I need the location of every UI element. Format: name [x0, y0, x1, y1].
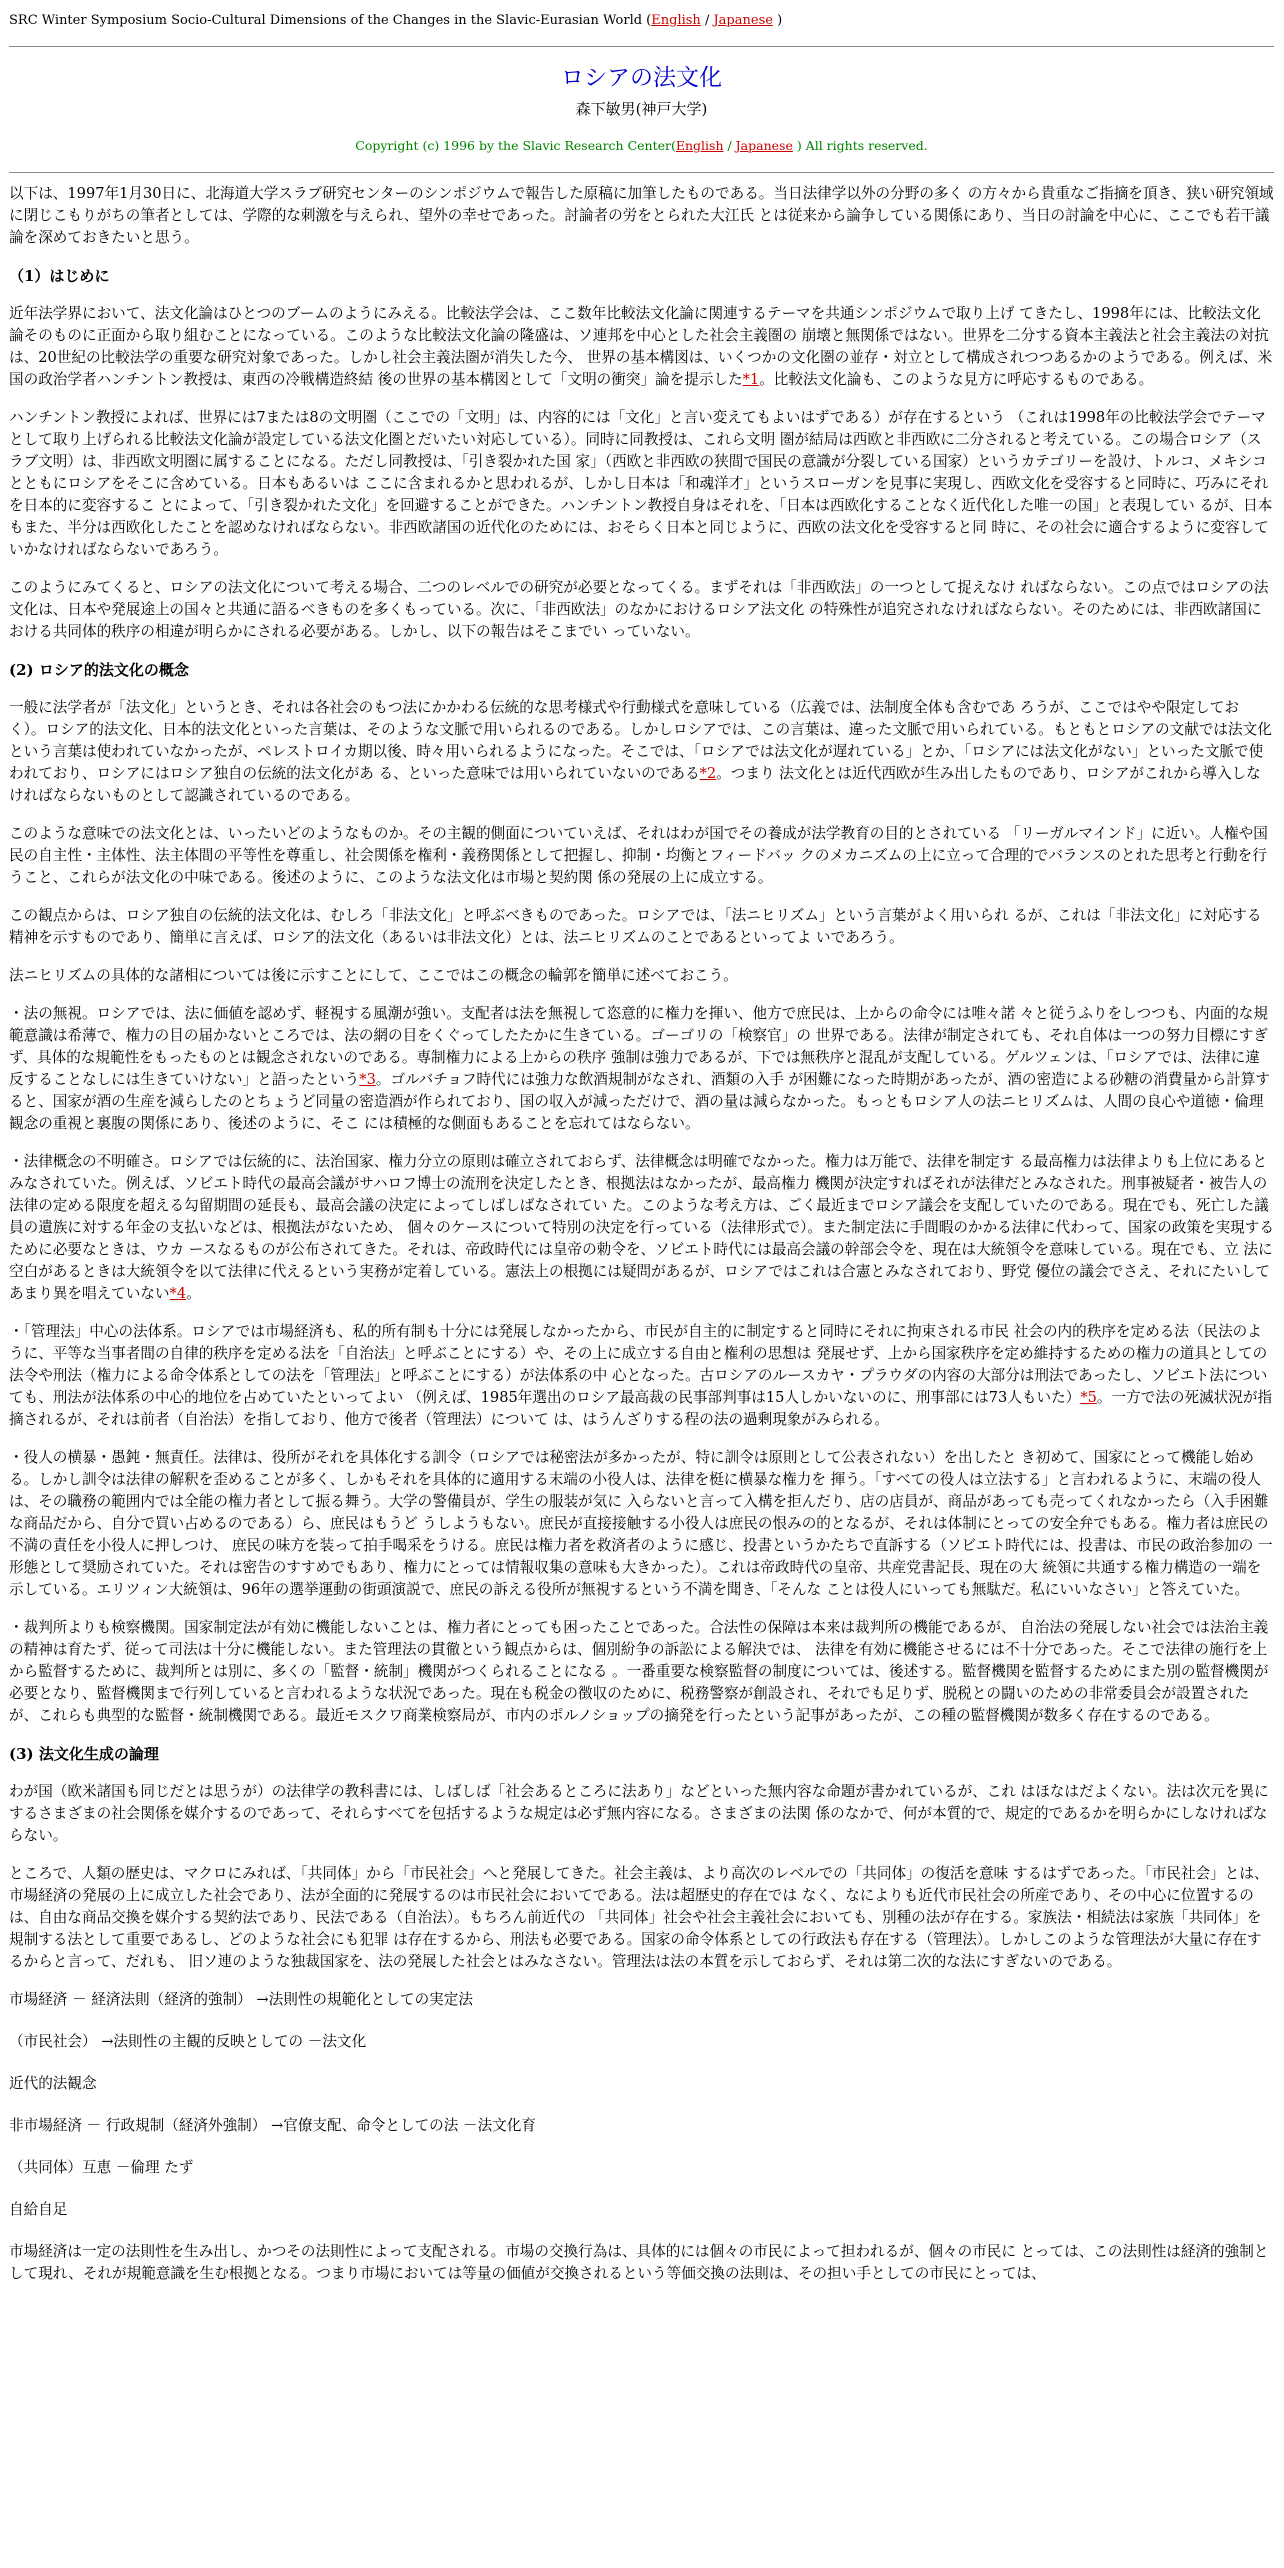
paragraph-text-continued: 。つまり 法文化とは近代西欧が生み出したものであり、ロシアがこれから導入しなければならないものとして認識されているのである。 [9, 765, 1261, 804]
paragraph-text-continued: 。比較法文化論も、このような見方に呼応するものである。 [759, 371, 1154, 388]
paragraph-text: ・役人の横暴・愚鈍・無責任。法律は、役所がそれを具体化する訓令（ロシアでは秘密法が多かったが、特に訓令は原則として公表されない）を出したと き初めて、国家にとって機能し始める。しかし訓令は法律の解釈を歪めることが多く、しかもそれを具体的に適用する末端の小役人は、法律を梃に横暴な権力を 揮う。「すべての役人は立法する」と言われるように、末端の役人は、その職務の範囲内では全能の権力者として振る舞う。大学の警備員が、学生の服装が気に 入らないと言って入構を拒んだり、店の店員が、商品があっても売ってくれなかったら（入手困難な商品だから、自分で買い占めるのである）ら、庶民はもうど うしようもない。庶民が直接接触する小役人は庶民の恨みの的となるが、それは体制にとっての安全弁でもある。権力者は庶民の不満の責任を小役人に押しつけ、 庶民の味方を装って拍手喝采をうける。庶民は権力者を救済者のように感じ、投書というかたちで直訴する（ソビエト時代には、投書は、市民の政治参加の 一形態として奨励されていた。それは密告のすすめでもあり、権力にとっては情報収集の意味も大きかった）。これは帝政時代の皇帝、共産党書記長、現在の大 統領に共通する権力構造の一端を示している。エリツィン大統領は、96年の選挙運動の街頭演説で、庶民の訴える役所が無視するという不満を聞き、「そんな ことは役人にいっても無駄だ。私にいいなさい」と答えていた。 [9, 1449, 1273, 1598]
author-line: 森下敏男(神戸大学) [575, 100, 708, 118]
scheme-line: 市場経済 － 経済法則（経済的強制） →法則性の規範化としての実定法 [9, 1991, 473, 2008]
body-paragraph [9, 965, 1274, 987]
footnote-link[interactable]: *5 [1080, 1389, 1097, 1406]
body-paragraph [9, 697, 1274, 807]
body-paragraph [9, 1321, 1274, 1431]
scheme-line: （共同体）互恵 －倫理 たず [9, 2159, 194, 2176]
paragraph-text: ・裁判所よりも検察機関。国家制定法が有効に機能しないことは、権力者にとっても困ったことであった。合法性の保障は本来は裁判所の機能であるが、 自治法の発展しない社会では法治主義の精神は育たず、従って司法は十分に機能しない。また管理法の貫徹という観点からは、個別紛争の訴訟による解決では、 法律を有効に機能させるには不十分であった。そこで法律の施行を上から監督するために、裁判所とは別に、多くの「監督・統制」機関がつくられることになる 。一番重要な検察監督の制度については、後述する。監督機関を監督するためにまた別の監督機関が必要となり、監督機関まで行列していると言われるような状況であった。現在も税金の徴収のために、税務警察が創設され、それでも足りず、脱税との闘いのための非常委員会が設置されたが、これらも典型的な監督・統制機関である。最近モスクワ商業検察局が、市内のポルノショップの摘発を行ったという記事があったが、この種の監督機関が数多く存在するのである。 [9, 1619, 1269, 1724]
section-heading: (3) 法文化生成の論理 [9, 1745, 159, 1763]
body-paragraph [9, 407, 1274, 561]
body-paragraph [9, 1151, 1274, 1305]
copyright-line [9, 137, 1274, 155]
body-paragraph [9, 1447, 1274, 1601]
paragraph-text: ・法の無視。ロシアでは、法に価値を認めず、軽視する風潮が強い。支配者は法を無視して恣意的に権力を揮い、他方で庶民は、上からの命令には唯々諾 々と従うふりをしつつも、内面的な規範意識は希薄で、権力の目の届かないところでは、法の網の目をくぐってしたたかに生きている。ゴーゴリの「検察官」の 世界である。法律が制定されても、それ自体は一つの努力目標にすぎず、具体的な規範性をもったものとは観念されないのである。専制権力による上からの秩序 強制は強力であるが、下では無秩序と混乱が支配している。ゲルツェンは、「ロシアでは、法律に違反することなしには生きていけない」と語ったという [9, 1005, 1268, 1088]
body-paragraph [9, 905, 1274, 949]
copyright-english-link[interactable]: English [675, 138, 724, 153]
copyright-suffix: ) All rights reserved. [792, 138, 928, 153]
scheme-line: 自給自足 [9, 2201, 68, 2218]
scheme-line: 近代的法観念 [9, 2075, 97, 2092]
header-text: SRC Winter Symposium Socio-Cultural Dimensions of the Changes in the Slavic-Eurasian World ( [9, 13, 652, 28]
body-paragraph [9, 1617, 1274, 1727]
header-separator: / [700, 13, 714, 28]
body-paragraph [9, 1781, 1274, 1847]
paragraph-text-continued: 。一方で法の死滅状況が指摘されるが、それは前者（自治法）を指しており、他方で後者（管理法）について は、はうんざりする程の法の過剰現象がみられる。 [9, 1389, 1273, 1428]
top-divider [9, 46, 1274, 47]
paragraph-text: このような意味での法文化とは、いったいどのようなものか。その主観的側面についていえば、それはわが国でその養成が法学教育の目的とされている 「リーガルマインド」に近い。人権や国民の自主性・主体性、法主体間の平等性を尊重し、社会関係を権利・義務関係として把握し、抑制・均衡とフィードバッ クのメカニズムの上に立って合理的でバランスのとれた思考と行動を行うこと、これらが法文化の中味である。後述のように、このような法文化は市場と契約関 係の発展の上に成立する。 [9, 825, 1268, 886]
paragraph-text: わが国（欧米諸国も同じだとは思うが）の法律学の教科書には、しばしば「社会あるところに法あり」などといった無内容な命題が書かれているが、これ はほなはだよくない。法は次元を異にするさまざまの社会関係を媒介するのであって、それらすべてを包括するような規定は必ず無内容になる。さまざまの法関 係のなかで、何が本質的で、規定的であるかを明らかにしなければならない。 [9, 1783, 1269, 1844]
copyright-japanese-link[interactable]: Japanese [735, 138, 793, 153]
footnote-link[interactable]: *1 [742, 371, 760, 388]
paragraph-text: このようにみてくると、ロシアの法文化について考える場合、二つのレベルでの研究が必要となってくる。まずそれは「非西欧法」の一つとして捉えなけ ればならない。この点ではロシアの法文化は、日本や発展途上の国々と共通に語るべきものを多くもっている。次に、「非西欧法」のなかにおけるロシア法文化 の特殊性が追究されなければならない。そのためには、非西欧諸国における共同体的秩序の相違が明らかにされる必要がある。しかし、以下の報告はそこまでい っていない。 [9, 579, 1269, 640]
body-paragraph [9, 823, 1274, 889]
paragraph-text-continued: 。ゴルバチョフ時代には強力な飲酒規制がなされ、酒類の入手 が困難になった時期があったが、酒の密造による砂糖の消費量から計算すると、国家が酒の生産を減らしたのとちょうど同量の密造酒が作られており、国の収入が減っただけで、酒の量は減らなかった。もっともロシア人の法ニヒリズムは、人間の良心や道徳・倫理観念の重視と裏腹の関係にあり、後述のように、そこ には積極的な側面もあることを忘れてはならない。 [9, 1071, 1270, 1132]
scheme-line: 非市場経済 － 行政規制（経済外強制） →官僚支配、命令としての法 －法文化育 [9, 2117, 536, 2134]
article-body [9, 265, 1274, 1973]
english-link[interactable]: English [651, 13, 701, 28]
japanese-link[interactable]: Japanese [713, 13, 773, 28]
body-paragraph [9, 1863, 1274, 1973]
paragraph-text: ハンチントン教授によれば、世界には7または8の文明圏（ここでの「文明」は、内容的には「文化」と言い変えてもよいはずである）が存在するという （これは1998年の比較法学会でテーマとして取り上げられる比較法文化論が設定している法文化圏とだいたい対応している）。同時に同教授は、これら文明 圏が結局は西欧と非西欧に二分されると考えている。この場合ロシア（スラブ文明）は、非西欧文明圏に属することになる。ただし同教授は、「引き裂かれた国 家」（西欧と非西欧の狭間で国民の意識が分裂している国家）というカテゴリーを設け、トルコ、メキシコとともにロシアをそこに含めている。日本もあるいは ここに含まれるかと思われるが、しかし日本は「和魂洋才」というスローガンを見事に実現し、西欧文化を受容すると同時に、巧みにそれを日本的に変容するこ とによって、「引き裂かれた文化」を回避することができた。ハンチントン教授自身はそれを、「日本は西欧化することなく近代化した唯一の国」と表現してい るが、日本もまた、半分は西欧化したことを認めなければならない。非西欧諸国の近代化のためには、おそらく日本と同じように、西欧の法文化を受容すると同 時に、その社会に適合するように変容していかなければならないであろう。 [9, 409, 1273, 558]
title-divider [9, 172, 1274, 173]
body-paragraph [9, 1003, 1274, 1135]
paragraph-text: 法ニヒリズムの具体的な諸相については後に示すことにして、ここではこの概念の輪郭を簡単に述べておこう。 [9, 967, 738, 984]
footnote-link[interactable]: *2 [699, 765, 717, 782]
paragraph-text: ・「管理法」中心の法体系。ロシアでは市場経済も、私的所有制も十分には発展しなかったから、市民が自主的に制定すると同時にそれに拘束される市民 社会の内的秩序を定める法（民法のように、平等な当事者間の自律的秩序を定める法を「自治法」と呼ぶことにする）や、その上に成立する自由と権利の思想は 発展せず、上から国家秩序を定め維持するための権力の道具としての法令や刑法（権力による命令体系としての法を「管理法」と呼ぶことにする）が法体系の中 心となった。古ロシアのルースカヤ・プラウダの内容の大部分は刑法であったし、ソビエト法についても、刑法が法体系の中心的地位を占めていたといってよい （例えば、1985年選出のロシア最高裁の民事部判事は15人しかいないのに、刑事部には73人もいた） [9, 1323, 1268, 1406]
body-paragraph [9, 577, 1274, 643]
header-close: ) [772, 13, 783, 28]
body-paragraph [9, 303, 1274, 391]
footnote-link[interactable]: *3 [359, 1071, 376, 1088]
paragraph-text: ・法律概念の不明確さ。ロシアでは伝統的に、法治国家、権力分立の原則は確立されておらず、法律概念は明確でなかった。権力は万能で、法律を制定す る最高権力は法律よりも上位にあるとみなされていた。例えば、ソビエト時代の最高会議がサハロフ博士の流刑を決定したとき、根拠法はなかったが、最高権力 機関が決定すればそれが法律だとみなされた。刑事被疑者・被告人の法律の定める限度を超える勾留期間の延長も、最高会議の決定によってしばしばなされてい た。このような考え方は、ごく最近までロシア議会を支配していたのである。現在でも、死亡した議員の遺族に対する年金の支払いなどは、根拠法がないため、 個々のケースについて特別の決定を行っている（法律形式で）。また制定法に手間暇のかかる法律に代わって、国家の政策を実現するために必要なときは、ウカ ースなるものが公布されてきた。それは、帝政時代には皇帝の勅令を、ソビエト時代には最高会議の幹部会令を、現在は大統領令を意味している。現在でも、立 法に空白があるときは大統領令を以て法律に代えるという実務が定着している。憲法上の根拠には疑問があるが、ロシアではこれは合憲とみなされており、野党 優位の議会でさえ、それにたいしてあまり異を唱えていない [9, 1153, 1274, 1302]
page-title: ロシアの法文化 [561, 65, 722, 91]
symposium-header [9, 11, 1274, 31]
section-heading: （1）はじめに [9, 267, 110, 285]
paragraph-text: この観点からは、ロシア独自の伝統的法文化は、むしろ「非法文化」と呼ぶべきものであった。ロシアでは、「法ニヒリズム」という言葉がよく用いられ るが、これは「非法文化」に対応する精神を示すものであり、簡単に言えば、ロシア的法文化（あるいは非法文化）とは、法ニヒリズムのことであるといってよ いであろう。 [9, 907, 1262, 946]
copyright-text: Copyright (c) 1996 by the Slavic Research Center( [355, 138, 676, 153]
paragraph-text: ところで、人類の歴史は、マクロにみれば、「共同体」から「市民社会」へと発展してきた。社会主義は、より高次のレベルでの「共同体」の復活を意味 するはずであった。「市民社会」とは、市場経済の発展の上に成立した社会であり、法が全面的に発展するのは市民社会においてである。法は超歴史的存在では なく、なによりも近代市民社会の所産であり、その中心に位置するのは、自由な商品交換を媒介する契約法であり、民法である（自治法）。もちろん前近代の 「共同体」社会や社会主義社会においても、別種の法が存在する。家族法・相続法は家族「共同体」を規制する法として重要であるし、どのような社会にも犯罪 は存在するから、刑法も必要である。国家の命令体系としての行政法も存在する（管理法）。しかしこのような管理法が大量に存在するからと言って、だれも、 旧ソ連のような独裁国家を、法の発展した社会とはみなさない。管理法は法の本質を示しておらず、それは第二次的な法にすぎないのである。 [9, 1865, 1269, 1970]
intro-paragraph: 以下は、1997年1月30日に、北海道大学スラブ研究センターのシンポジウムで報告した原稿に加筆したものである。当日法律学以外の分野の多く の方々から貴重なご指摘を頂き、狭い研究領域に閉じこもりがちの筆者としては、学際的な刺激を与えられ、望外の幸せであった。討論者の労をとられた大江氏 とは従来から論争している関係にあり、当日の討論を中心に、ここでも若干議論を深めておきたいと思う。 [9, 185, 1274, 246]
paragraph-text-continued: 。 [186, 1285, 201, 1302]
paragraph-text: 近年法学界において、法文化論はひとつのブームのようにみえる。比較法学会は、ここ数年比較法文化論に関連するテーマを共通シンポジウムで取り上げ てきたし、1998年には、比較法文化論そのものに正面から取り組むことになっている。このような比較法文化論の隆盛は、ソ連邦を中心とした社会主義圏の 崩壊と無関係ではない。世界を二分する資本主義法と社会主義法の対抗は、20世紀の比較法学の重要な研究対象であった。しかし社会主義法圏が消失した今、 世界の基本構図は、いくつかの文化圏の並存・対立として構成されつつあるかのようである。例えば、米国の政治学者ハンチントン教授は、東西の冷戦構造終結 後の世界の基本構図として「文明の衝突」論を提示した [9, 305, 1273, 388]
scheme-line: （市民社会） →法則性の主観的反映としての －法文化 [9, 2033, 367, 2050]
copyright-separator: / [723, 138, 736, 153]
paragraph-text: 一般に法学者が「法文化」というとき、それは各社会のもつ法にかかわる伝統的な思考様式や行動様式を意味している（広義では、法制度全体も含むであ ろうが、ここではやや限定しておく）。ロシア的法文化、日本的法文化といった言葉は、そのような文脈で用いられるのである。しかしロシアでは、この言葉は、違った文脈で用いられている。もともとロシアの文献では法文化という言葉は使われていなかったが、ペレストロイカ期以後、時々用いられるようになった。そこでは、「ロシアでは法文化が遅れている」とか、「ロシアには法文化がない」といった文脈で使われており、ロシアにはロシア独自の伝統的法文化があ る、といった意味では用いられていないのである [9, 699, 1272, 782]
section-heading: (2) ロシア的法文化の概念 [9, 661, 189, 679]
footnote-link[interactable]: *4 [169, 1285, 187, 1302]
comparison-scheme [9, 1989, 1274, 2221]
closing-paragraph: 市場経済は一定の法則性を生み出し、かつその法則性によって支配される。市場の交換行為は、具体的には個々の市民によって担われるが、個々の市民に とっては、この法則性は経済的強制として現れ、それが規範意識を生む根拠となる。つまり市場においては等量の価値が交換されるという等価交換の法則は、その担い手としての市民にとっては、 [9, 2243, 1269, 2282]
